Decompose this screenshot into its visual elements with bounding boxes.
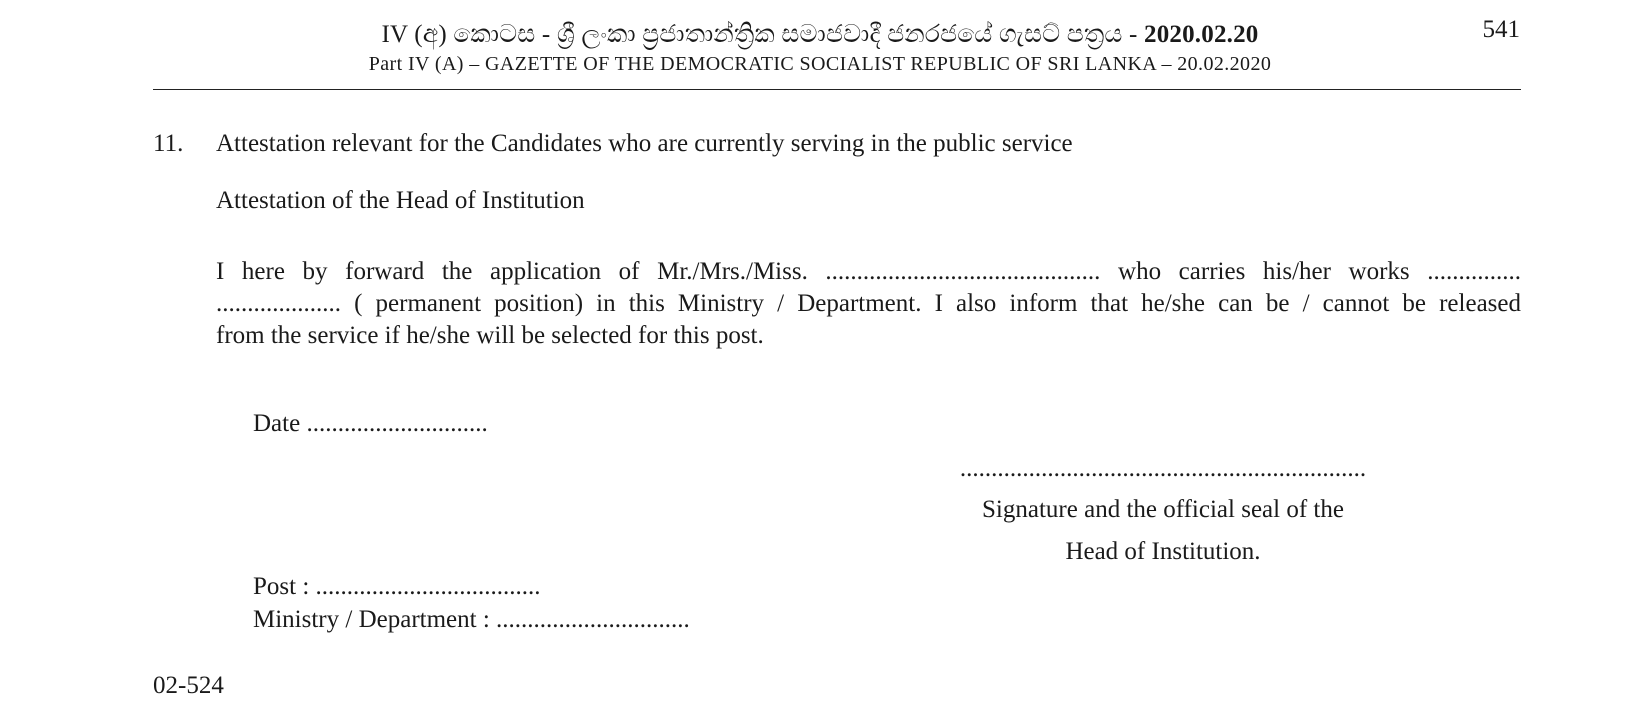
- gazette-header-sinhala: [0, 20, 1640, 50]
- paragraph-line-2: .................... ( permanent position) in this Ministry / Department. I also inform that he/she can be / cannot be released: [216, 290, 1521, 317]
- sinhala-title: IV (අ) කොටස - ශ්‍රී ලංකා ප්‍රජාතාන්ත්‍රික සමාජවාදී ජනරජයේ ගැසට් පත්‍රය -: [381, 21, 1138, 48]
- section-number: 11.: [153, 130, 184, 157]
- paragraph-line-3: from the service if he/she will be selected for this post.: [216, 322, 764, 349]
- signature-dotted-line: .................................................................: [959, 455, 1367, 482]
- post-field: Post : ....................................: [253, 573, 541, 600]
- reference-code: 02-524: [153, 672, 224, 699]
- ministry-department-field: Ministry / Department : ...............................: [253, 606, 690, 633]
- signature-caption-line-1: Signature and the official seal of the: [982, 496, 1344, 523]
- gazette-header-english: Part IV (A) – GAZETTE OF THE DEMOCRATIC SOCIALIST REPUBLIC OF SRI LANKA – 20.02.2020: [368, 53, 1272, 75]
- header-divider: [153, 89, 1521, 90]
- signature-caption-line-2: Head of Institution.: [1065, 538, 1261, 565]
- attestation-subheading: Attestation of the Head of Institution: [216, 187, 585, 214]
- page-number: 541: [1482, 16, 1520, 43]
- sinhala-header-date: 2020.02.20: [1144, 21, 1259, 48]
- paragraph-line-1: I here by forward the application of Mr./Mrs./Miss. ............................................ who carries his/her works ...............: [216, 258, 1521, 285]
- section-heading: Attestation relevant for the Candidates who are currently serving in the public service: [216, 130, 1073, 157]
- date-field: Date .............................: [253, 410, 488, 437]
